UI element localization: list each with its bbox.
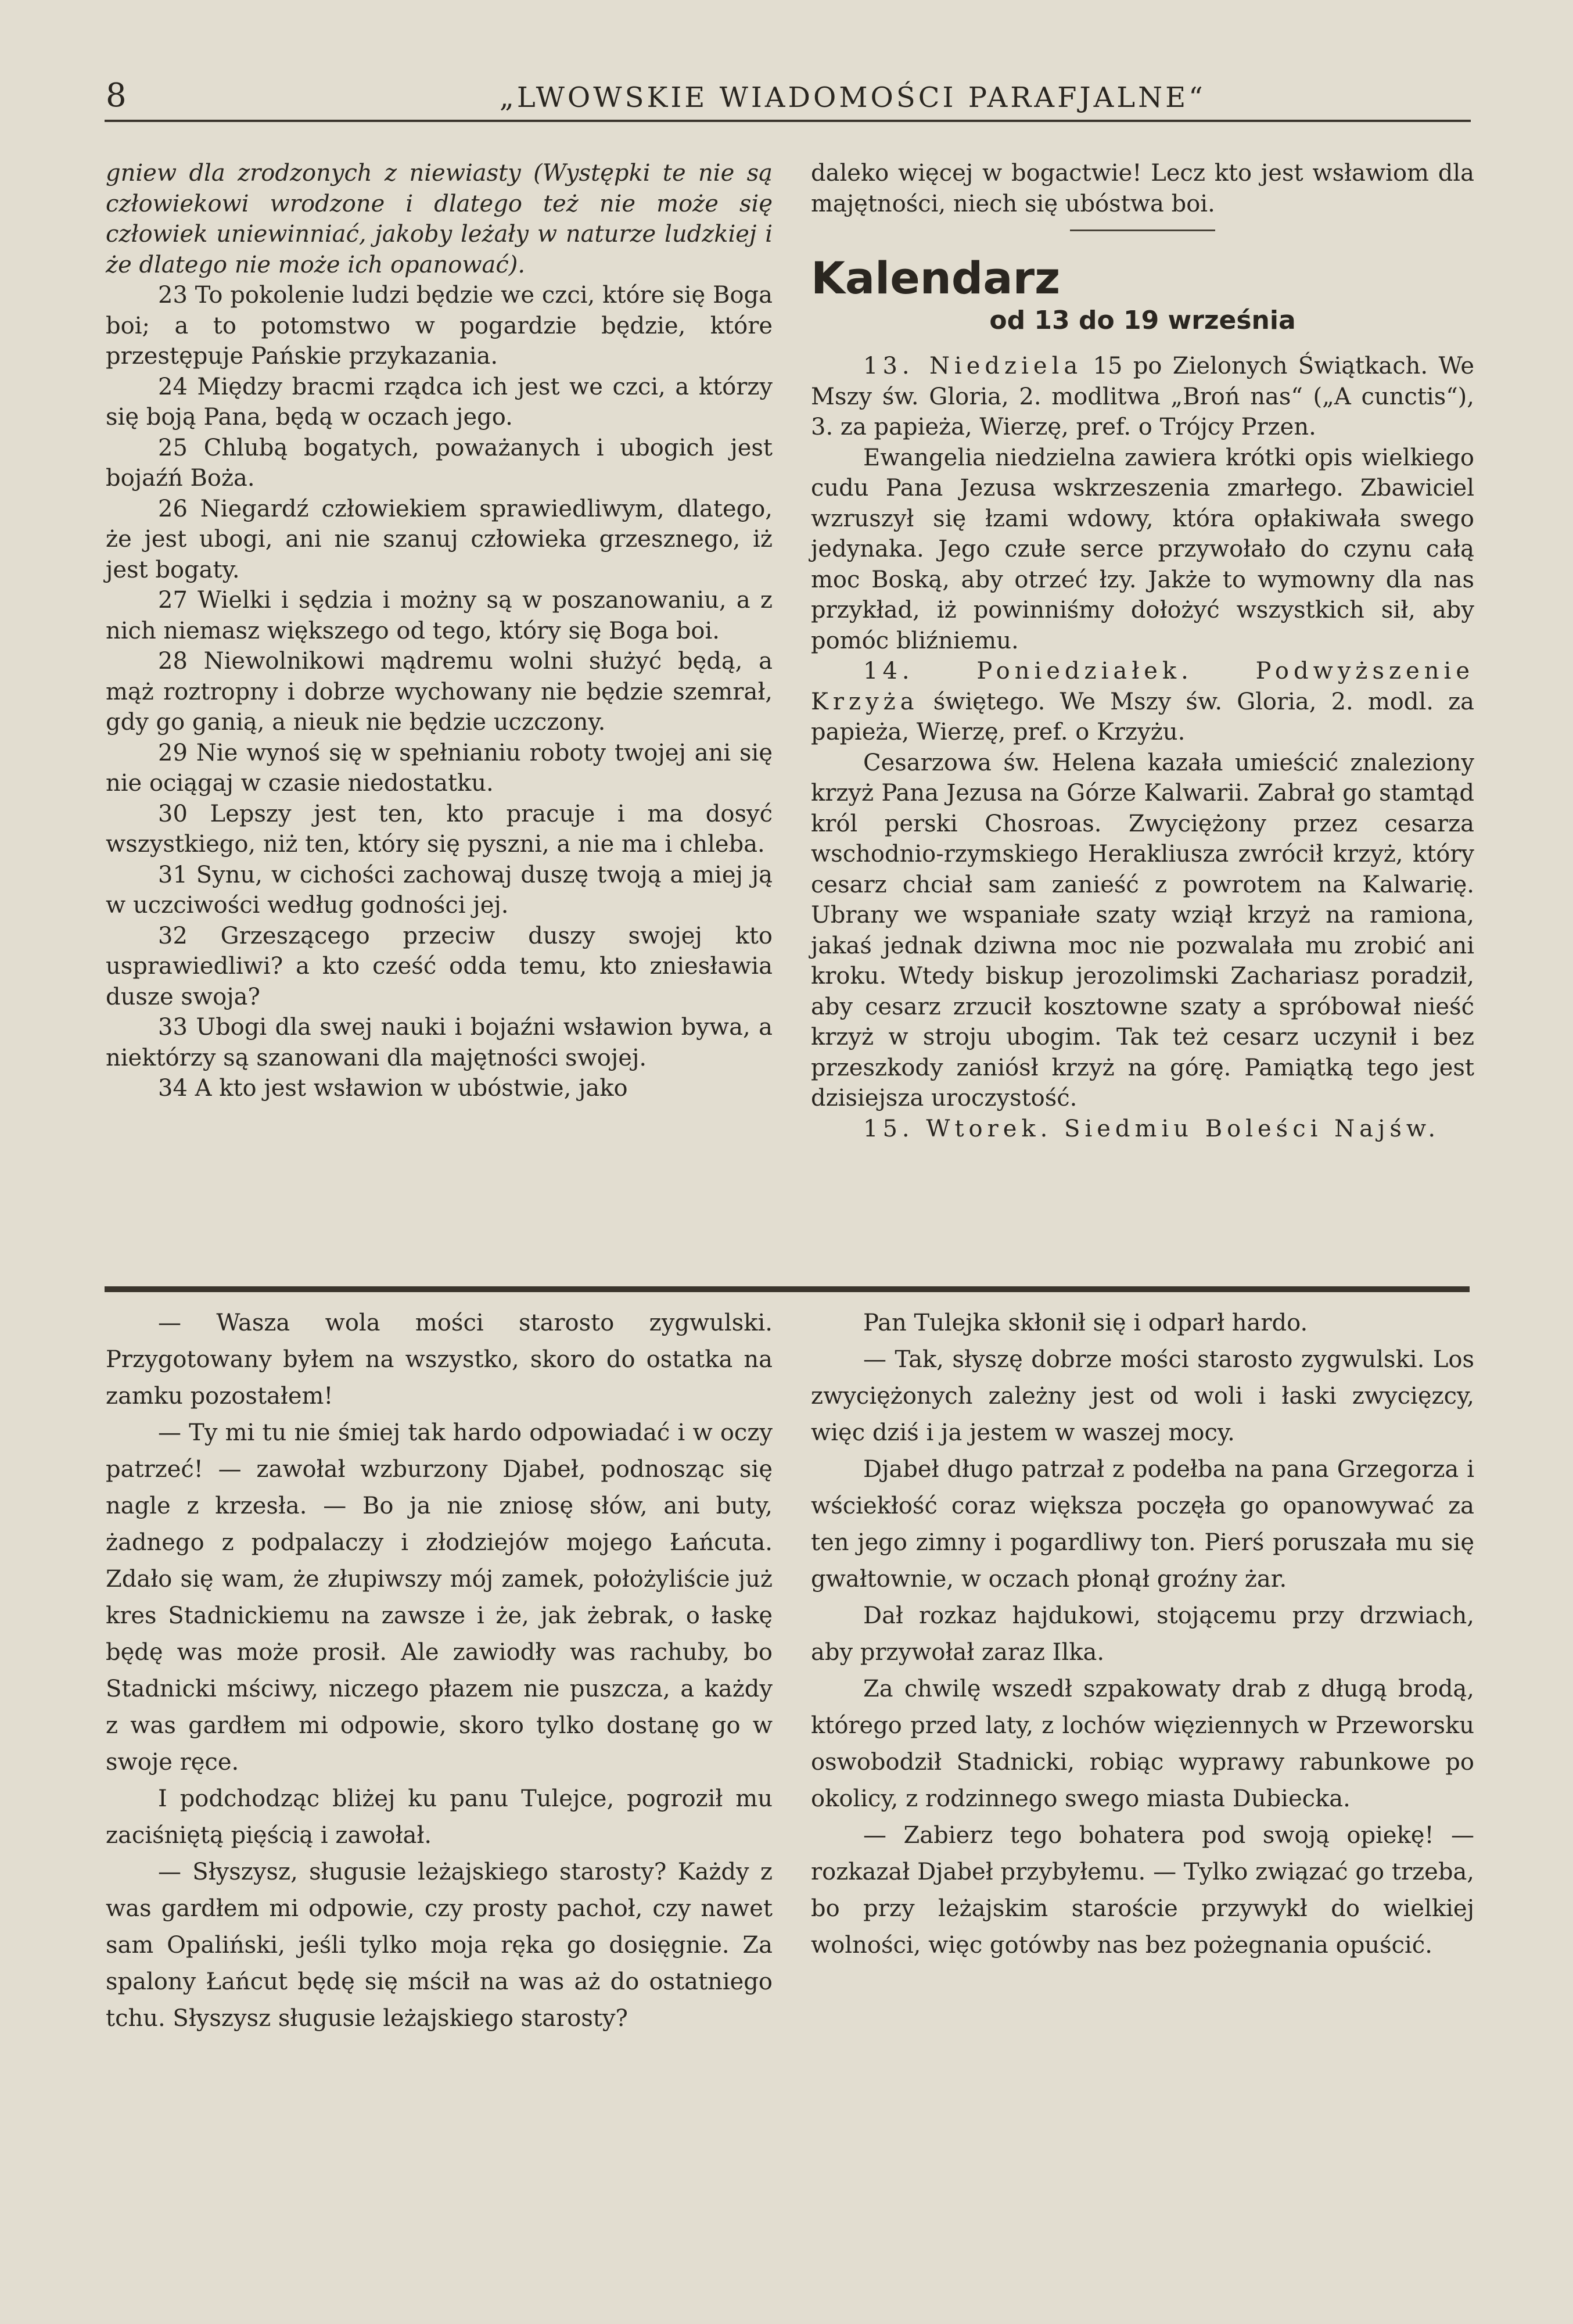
paragraph-verse-34: 34 A kto jest wsławion w ubóstwie, jako [158,1075,628,1102]
bottom-right-column [811,1305,1474,1964]
day-13-text: 15 po Zielonych Świątkach. We Mszy św. Gloria, 2. modlitwa „Broń nas“ („A cunctis“), 3. za papieża, Wierzę, pref. o Trójcy Przen. [811,353,1474,440]
paragraph-tulejka-answer: — Wasza wola mości starosto zygwulski. Przygotowany byłem na wszystko, skoro do ostatka na zamku pozostałem! [106,1310,773,1410]
paragraph-approach: I podchodząc bliżej ku panu Tulejce, pogroził mu zaciśniętą pięścią i zawołał. [106,1785,773,1849]
paragraph-threat: — Słyszysz, sługusie leżajskiego starosty? Każdy z was gardłem mi odpowie, czy prosty pachoł, czy nawet sam Opaliński, jeśli tylko moja ręka go dosięgnie. Za spalony Łańcut będę się mścił na was aż do ostatniego tchu. Słyszysz sługusie leżajskiego starosty? [106,1859,773,2032]
paragraph-helena: Cesarzowa św. Helena kazała umieścić znaleziony krzyż Pana Jezusa na Górze Kalwarii. Zabrał go stamtąd król perski Chosroas. Zwyciężony przez cesarza wschodnio-rzymskiego Herakliusza zwrócił krzyż, który cesarz chciał sam zanieść z powrotem na Kalwarię. Ubrany we wspaniałe szaty wziął krzyż na ramiona, jakaś jednak dziwna moc nie pozwalała mu zrobić ani kroku. Wtedy biskup jerozolimski Zachariasz poradził, aby cesarz zrzucił kosztowne szaty a spróbował nieść krzyż w stroju ubogim. Tak też cesarz uczynił i bez przeszkody zaniósł krzyż na górę. Pamiątką tego jest dzisiejsza uroczystość. [811,749,1474,1111]
bottom-left-column [106,1305,773,2037]
paragraph-verse-25: 25 Chlubą bogatych, poważanych i ubogich jest bojaźń Boża. [106,434,773,492]
calendar-entry-14 [811,656,1474,748]
header-rule [105,120,1471,122]
paragraph-verse-24: 24 Między bracmi rządca ich jest we czci, a którzy się boją Pana, będą w oczach jego. [106,373,773,431]
calendar-entry-15 [811,1114,1474,1145]
paragraph-verse-30: 30 Lepszy jest ten, kto pracuje i ma dosyć wszystkiego, niż ten, który się pyszni, a nie ma i chleba. [106,800,773,858]
day-14-text: świętego. We Mszy św. Gloria, 2. modl. za papieża, Wierzę, pref. o Krzyżu. [811,688,1474,745]
paragraph-tulejka-bows: Pan Tulejka skłonił się i odparł hardo. [863,1310,1308,1336]
paragraph-ilko-enters: Za chwilę wszedł szpakowaty drab z długą brodą, którego przed laty, z lochów więziennych w Przeworsku oswobodził Stadnicki, robiąc wyprawy rabunkowe po okolicy, z rodzinnego swego miasta Dubiecka. [811,1676,1474,1812]
paragraph-verse-31: 31 Synu, w cichości zachowaj duszę twoją a miej ją w uczciwości według godności jej. [106,861,773,919]
day-15-label: 15. Wtorek. Siedmiu Boleści Najśw. [863,1115,1441,1142]
paragraph-djabel-stare: Djabeł długo patrzał z podełba na pana Grzegorza i wściekłość coraz większa poczęła go opanowywać za ten jego zimny i pogardliwy ton. Pierś poruszała mu się gwałtownie, w oczach płonął groźny żar. [811,1456,1474,1593]
section-separator [1070,229,1215,231]
paragraph-verse-27: 27 Wielki i sędzia i możny są w poszanowaniu, a z nich niemasz większego od tego, który się Boga boi. [106,587,773,644]
top-right-column [811,158,1474,1144]
paragraph-verse-29: 29 Nie wynoś się w spełnianiu roboty twojej ani się nie ociągaj w czasie niedostatku. [106,739,773,797]
paragraph-gospel: Ewangelia niedzielna zawiera krótki opis wielkiego cudu Pana Jezusa wskrzeszenia zmarłego. Zbawiciel wzruszył się łzami wdowy, która opłakiwała swego jedynaka. Jego czułe serce przywołało do czynu całą moc Boską, aby otrzeć łzy. Jakże to wymowny dla nas przykład, iż powinniśmy dołożyć wszystkich sił, aby pomóc bliźniemu. [811,444,1474,654]
day-13-label: 13. Niedziela [863,353,1083,379]
paragraph-verse-33: 33 Ubogi dla swej nauki i bojaźni wsławion bywa, a niektórzy są szanowani dla majętności swojej. [106,1014,773,1071]
page-header-title: „LWOWSKIE WIADOMOŚCI PARAFJALNE“ [500,81,1206,114]
calendar-entry-13 [811,351,1474,443]
top-left-column [106,158,773,1104]
paragraph-verse-28: 28 Niewolnikowi mądremu wolni służyć będą, a mąż roztropny i dobrze wychowany nie będzie szemrał, gdy go ganią, a nieuk nie będzie uczczony. [106,648,773,736]
calendar-subtitle: od 13 do 19 września [989,306,1296,335]
day-14-label: 14. Poniedziałek. Podwyższenie Krzyża [811,658,1474,715]
paragraph-continuation: daleko więcej w bogactwie! Lecz kto jest wsławiom dla majętności, niech się ubóstwa boi. [811,160,1474,217]
paragraph-command: — Zabierz tego bohatera pod swoją opiekę! — rozkazał Djabeł przybyłemu. — Tylko związać go trzeba, bo przy leżajskim staroście przywykł do wielkiej wolności, więc gotówby nas bez pożegnania opuścić. [811,1822,1474,1959]
section-divider-rule [105,1286,1470,1292]
paragraph-intro-italic: gniew dla zrodzonych z niewiasty (Występki te nie są człowiekowi wrodzone i dlatego też nie może się człowiek uniewinniać, jakoby leżały w naturze ludzkiej i że dlatego nie może ich opanować). [106,160,773,278]
paragraph-verse-23: 23 To pokolenie ludzi będzie we czci, które się Boga boi; a to potomstwo w pogardzie będzie, które przestępuje Pańskie przykazania. [106,282,773,370]
paragraph-order-hajduk: Dał rozkaz hajdukowi, stojącemu przy drzwiach, aby przywołał zaraz Ilka. [811,1602,1474,1666]
page-number: 8 [106,77,127,114]
calendar-title: Kalendarz [811,252,1061,304]
paragraph-verse-32: 32 Grzeszącego przeciw duszy swojej kto usprawiedliwi? a kto cześć odda temu, kto zniesławia dusze swoja? [106,922,773,1010]
paragraph-tulejka-reply: — Tak, słyszę dobrze mości starosto zygwulski. Los zwyciężonych zależny jest od woli i łaski zwycięzcy, więc dziś i ja jestem w waszej mocy. [811,1346,1474,1446]
paragraph-djabel-speech: — Ty mi tu nie śmiej tak hardo odpowiadać i w oczy patrzeć! — zawołał wzburzony Djabeł, podnosząc się nagle z krzesła. — Bo ja nie zniosę słów, ani buty, żadnego z podpalaczy i złodziejów mojego Łańcuta. Zdało się wam, że złupiwszy mój zamek, położyliście już kres Stadnickiemu na zawsze i że, jak żebrak, o łaskę będę was może prosił. Ale zawiodły was rachuby, bo Stadnicki mściwy, niczego płazem nie puszcza, a każdy z was gardłem mi odpowie, skoro tylko dostanę go w swoje ręce. [106,1419,773,1776]
paragraph-verse-26: 26 Niegardź człowiekiem sprawiedliwym, dlatego, że jest ubogi, ani nie szanuj człowieka grzesznego, iż jest bogaty. [106,495,773,583]
